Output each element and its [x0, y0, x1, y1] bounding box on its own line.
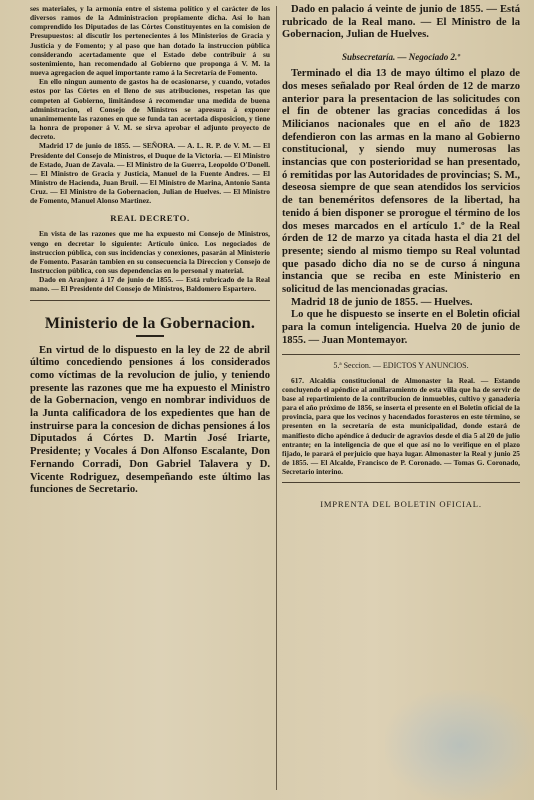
column-divider	[276, 6, 277, 790]
edicts-heading: 5.ª Seccion. — EDICTOS Y ANUNCIOS.	[333, 360, 469, 370]
footer-divider	[282, 482, 520, 483]
section-divider	[30, 300, 270, 301]
left-paragraph-1: ses materiales, y la armonía entre el sistema político y el carácter de los diversos ramos de la Administracion propiamente dicha. Así lo han comprendido los Diputados de las Córtes Constituyentes en la comision de Presupuestos: al discutir los pertenecientes á los Ministerios de Gracia y Justicia y de Fomento; y al paso que han dotado la instruccion pública considerando acertadamente que el Estado debe contribuir á su sostenimiento, han recomendado al Gobierno que proponga á V. M. la nueva agregacion de aquel importante ramo á la Secretaría de Fomento.	[30, 4, 270, 78]
section-divider-right	[282, 354, 520, 355]
right-paragraph-4: Lo que he dispuesto se inserte en el Boletin oficial para la comun inteligencia. Huelva 20 de junio de 1855. — Juan Montemayor.	[282, 309, 520, 346]
short-rule	[136, 335, 164, 337]
ministry-heading: Ministerio de la Gobernacion.	[44, 314, 256, 332]
edict-text: 617. Alcaldía constitucional de Almonaster la Real. — Estando concluyendo el apéndice al amillaramiento de esta villa que ha de servir de base al repartimiento de la contribucion de inmuebles, cultivo y ganadería para el año próximo de 1856, se inserta el presente en el Boletin oficial de la provincia, para que los vecinos y hacendados forasteros en este término, se presenten en la secretaría de esta municipalidad, donde estará de manifiesto dicho apéndice á deducir de agravios desde el dia 5 al 20 de julio entrante; en la inteligencia de que el que así no lo verifique en el plazo fijado, le parará el perjuicio que haya lugar. Almonaster la Real y junio 25 de 1855. — El Alcalde, Francisco de P. Coronado. — Tomas G. Coronado, Secretario interino.	[282, 375, 520, 477]
real-decreto-heading: REAL DECRETO.	[110, 213, 190, 224]
right-paragraph-1: Dado en palacio á veinte de junio de 1855. — Está rubricado de la Real mano. — El Ministro de la Gobernacion, Julian de Huelves.	[282, 4, 520, 41]
left-paragraph-2: En ello ningun aumento de gastos ha de ocasionarse, y cuando, votados estos por las Córtes en el lleno de sus atribuciones, respetan las que competen al Gobierno, limitándose á recomendar una medida de buena administracion, el Consejo de Ministros se apresura á exponer unanimemente las razones en que se funda tan acertada disposicion, y tiene la honra de proponer á V. M. se sirva aprobar el adjunto proyecto de decreto.	[30, 77, 270, 142]
right-column	[282, 4, 520, 796]
decree-signature: Dado en Aranjuez á 17 de junio de 1855. — Está rubricado de la Real mano. — El Presidente del Consejo de Ministros, Baldomero Espartero.	[30, 275, 270, 294]
subsecretaria-heading: Subsecretaría. — Negociado 2.º	[342, 52, 460, 63]
left-signatures: Madrid 17 de junio de 1855. — SEÑORA. — A. L. R. P. de V. M. — El Presidente del Consejo de Ministros, el Duque de la Victoria. — El Ministro de Estado, Juan de Zavala. — El Ministro de la Guerra, Leopoldo O'Donell. — El Ministro de Gracia y Justicia, Manuel de la Fuente Andres. — El Ministro de Hacienda, Juan Bruil. — El Ministro de Marina, Antonio Santa Cruz. — El Ministro de la Gobernacion, Julian de Huelves. — El Ministro de Fomento, Manuel Alonso Martinez.	[30, 141, 270, 206]
left-column	[30, 4, 270, 796]
paper-stain	[385, 690, 534, 800]
decree-text: En vista de las razones que me ha expuesto mi Consejo de Ministros, vengo en decretar lo siguiente: Artículo único. Los negociados de instruccion pública, con sus incidencias y conexiones, pasarán al Ministerio de Fomento. Pasarán tambien en su consecuencia la Direccion y Consejo de Instruccion pública, con sus dependencias en lo personal y material.	[30, 229, 270, 276]
right-paragraph-2: Terminado el dia 13 de mayo último el plazo de dos meses señalado por Real órden de 12 de marzo anterior para la presentacion de las solicitudes con el fin de obtener las gracias concedidas á los Milicianos nacionales que en el año de 1823 defendieron con las armas en la mano al Gobierno constitucional, y siendo muy numerosas las instancias que con posterioridad se han presentado, ó remitidas por las Autoridades de provincias; S. M., deseosa siempre de que sean atendidos los servicios de tan beneméritos defensores de la libertad, ha tenido á bien disponer se prorogue el término de los dos meses marcados en el artículo 1.º de la Real órden de 12 de marzo ya citada hasta el dia 21 del presente; siendo al mismo tiempo su Real voluntad que pasado dicho dia no se de curso á ninguna instancia que se reciba en este Ministerio en solicitud de las mencionadas gracias.	[282, 68, 520, 296]
printer-footer: IMPRENTA DEL BOLETIN OFICIAL.	[320, 499, 482, 510]
right-date-line: Madrid 18 de junio de 1855. — Huelves.	[291, 296, 473, 308]
ministry-text: En virtud de lo dispuesto en la ley de 22 de abril último concediendo pensiones á los considerados como víctimas de la revolucion de julio, y teniendo presente las razones que me ha expuesto el Ministro de la Gobernacion, vengo en nombrar individuos de la Junta calificadora de los expedientes que han de instruirse para la concesion de dichas pensiones á los Diputados á Córtes D. Martin José Iriarte, Presidente; y Vocales á Don Alfonso Escalante, Don Fernando Corradi, Don Gabriel Talavera y D. Vicente Rodriguez, desempeñando este último las funciones de Secretario.	[30, 344, 270, 496]
